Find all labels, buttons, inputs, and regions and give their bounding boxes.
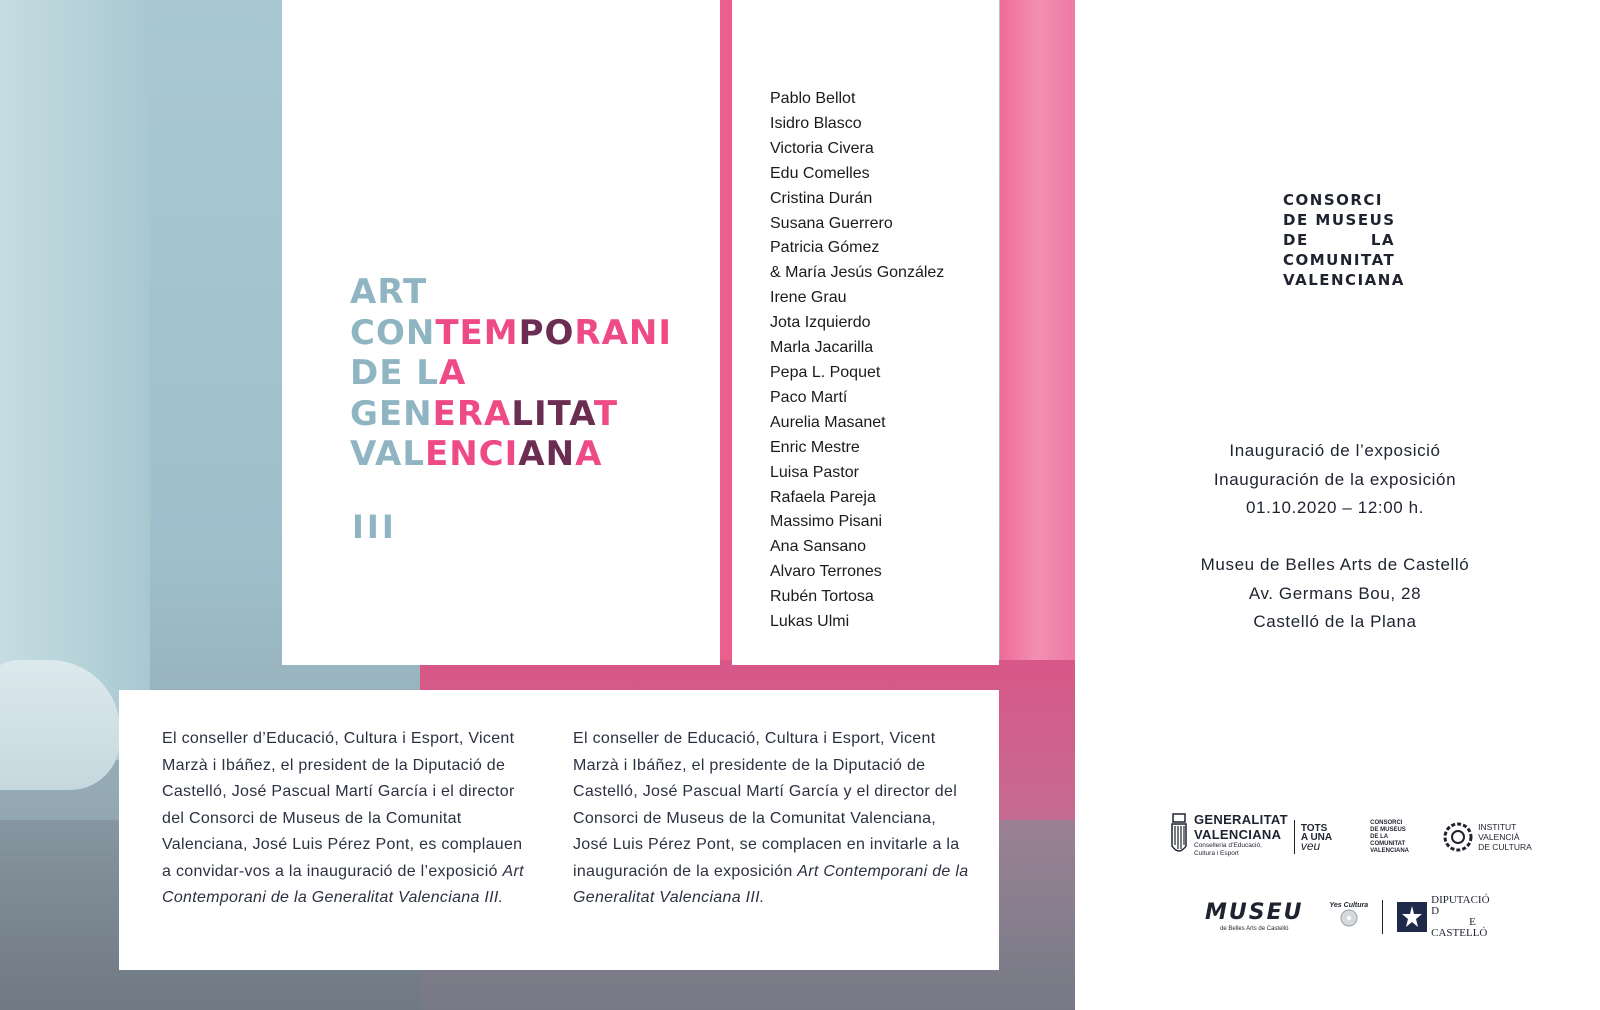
- consorci-logo-line: DE MUSEUS: [1283, 211, 1396, 229]
- venue-city: Castelló de la Plana: [1253, 612, 1417, 631]
- consorci-small-logo: [1370, 820, 1414, 855]
- title-segment: GEN: [350, 393, 433, 434]
- title-segment: DE L: [350, 353, 439, 393]
- invitation-body-valencian: El conseller d’Educació, Cultura i Esport, Vicent Marzà i Ibáñez, el president de la Diputació de Castelló, José Pascual Martí García i el director del Consorci de Museus de la Comunitat Valenciana, José Luis Pérez Pont, es complauen a convidar-vos a la inauguració de l’exposició: [162, 730, 523, 880]
- title-segment: RANI: [574, 312, 673, 353]
- title-segment: A: [575, 434, 603, 474]
- diputacio-line4: CASTELLÓ: [1431, 927, 1488, 939]
- exhibition-edition: III: [352, 508, 397, 546]
- artist-name: Luisa Pastor: [770, 463, 859, 481]
- generalitat-sub1: Conselleria d’Educació,: [1194, 842, 1262, 849]
- event-datetime: 01.10.2020 – 12:00 h.: [1245, 498, 1425, 517]
- title-line: [350, 394, 672, 435]
- invitation-exhibition-spanish: Art Contemporani de la Generalitat Valenciana III.: [573, 862, 969, 906]
- consorci-logo: [1283, 190, 1405, 290]
- artists-panel: [732, 0, 999, 665]
- invitation-text-valencian: [162, 726, 532, 912]
- tots-line1: TOTS: [1300, 822, 1328, 834]
- consorci-small-line: DE MUSEUS: [1370, 826, 1406, 833]
- venue-address: Av. Germans Bou, 28: [1248, 583, 1422, 603]
- consorci-small-line: CONSORCI: [1370, 819, 1403, 826]
- museu-logo-word: MUSEU: [1205, 900, 1304, 925]
- event-info: [1110, 437, 1560, 523]
- artists-list: [770, 87, 944, 635]
- ivc-logo: [1442, 821, 1532, 853]
- artist-name: Ana Sansano: [770, 538, 867, 556]
- title-segment: AN: [518, 434, 576, 474]
- sponsor-logos-row-2: [1205, 895, 1490, 939]
- cultura-logo: [1330, 902, 1369, 932]
- ivc-line: INSTITUT: [1478, 822, 1517, 832]
- title-segment: ENCI: [424, 434, 519, 474]
- artist-name: Rafaela Pareja: [770, 488, 876, 506]
- artist-name: Cristina Durán: [770, 189, 873, 207]
- artist-name: Isidro Blasco: [770, 114, 862, 132]
- title-segment: LITA: [511, 393, 594, 434]
- invitation-text-spanish: [573, 726, 973, 912]
- title-segment: T: [593, 393, 619, 434]
- title-segment: VAL: [350, 434, 425, 474]
- artist-name: Alvaro Terrones: [770, 563, 882, 581]
- consorci-logo-line: [1283, 230, 1395, 250]
- consorci-logo-word: DE: [1283, 231, 1309, 249]
- invitation-panel: [119, 690, 999, 970]
- artist-name: Enric Mestre: [770, 438, 860, 456]
- diputacio-logo: [1397, 895, 1489, 939]
- generalitat-line2: VALENCIANA: [1194, 827, 1282, 842]
- title-segment: CON: [350, 312, 436, 353]
- cultura-label: Yes Cultura: [1329, 902, 1369, 909]
- artist-name: Pepa L. Poquet: [770, 363, 881, 381]
- artist-name: Pablo Bellot: [770, 90, 856, 107]
- title-segment: A: [438, 353, 467, 393]
- museu-logo: [1205, 901, 1304, 933]
- background-column: [0, 0, 150, 760]
- consorci-logo-line: VALENCIANA: [1283, 271, 1405, 289]
- artist-name: & María Jesús González: [770, 264, 945, 282]
- artist-name: Patricia Gómez: [770, 239, 880, 257]
- artist-name: Edu Comelles: [770, 164, 870, 182]
- diputacio-line1: DIPUTACIÓ: [1431, 894, 1490, 906]
- title-line: [350, 434, 672, 475]
- tots-line2: A UNA: [1300, 831, 1333, 843]
- logo-divider: [1294, 820, 1295, 854]
- background-pink-wall: [1000, 0, 1075, 770]
- ivc-line: DE CULTURA: [1478, 842, 1532, 852]
- consorci-small-line: DE LA: [1370, 833, 1389, 840]
- tots-line3: veu: [1300, 838, 1321, 853]
- invitation-exhibition-valencian: Art Contemporani de la Generalitat Valenciana III.: [162, 862, 524, 906]
- artist-name: Massimo Pisani: [770, 513, 883, 531]
- title-segment: ART: [350, 272, 428, 312]
- sponsor-logos-row-1: [1170, 812, 1532, 862]
- event-title-valencian: Inauguració de l’exposició: [1229, 441, 1441, 460]
- generalitat-line1: GENERALITAT: [1194, 812, 1288, 827]
- consorci-logo-line: COMUNITAT: [1283, 251, 1396, 269]
- artist-name: Rubén Tortosa: [770, 588, 874, 606]
- title-panel: [282, 0, 720, 665]
- tots-a-una-veu-logo: [1301, 824, 1332, 851]
- title-segment: ERA: [432, 393, 512, 434]
- title-segment: TEM: [435, 312, 519, 353]
- invitation-body-spanish: El conseller de Educació, Cultura i Esport, Vicent Marzà i Ibáñez, el presidente de la Diputació de Castelló, José Pascual Martí García y el director del Consorci de Museus de la Comunitat Valenciana, José Luis Pérez Pont, se complacen en invitarle a la inauguración de la exposición: [573, 730, 960, 880]
- title-line: [350, 272, 672, 313]
- event-title-spanish: Inauguración de la exposición: [1213, 469, 1457, 489]
- cultura-cd-icon: [1338, 909, 1360, 927]
- diputacio-line2: D: [1431, 905, 1440, 917]
- consorci-small-line: VALENCIANA: [1370, 847, 1409, 854]
- ivc-circle-icon: [1442, 821, 1474, 853]
- artist-name: Aurelia Masanet: [770, 413, 886, 431]
- title-segment: PO: [518, 312, 575, 353]
- artist-name: Paco Martí: [770, 388, 848, 406]
- artist-name: Susana Guerrero: [770, 214, 893, 232]
- exhibition-title: [350, 272, 672, 475]
- diputacio-emblem-icon: [1397, 902, 1427, 932]
- generalitat-shield-icon: [1170, 812, 1188, 862]
- generalitat-sub2: Cultura i Esport: [1194, 850, 1239, 857]
- consorci-logo-word: LA: [1370, 231, 1395, 249]
- ivc-text: [1478, 822, 1532, 852]
- generalitat-logo: [1170, 812, 1288, 862]
- artist-name: Jota Izquierdo: [770, 314, 871, 332]
- title-line: [350, 313, 672, 354]
- logo-divider: [1382, 900, 1383, 934]
- artist-name: Lukas Ulmi: [770, 613, 850, 631]
- artist-name: Victoria Civera: [770, 139, 874, 157]
- venue-name: Museu de Belles Arts de Castelló: [1200, 555, 1470, 574]
- venue-info: [1110, 551, 1560, 637]
- diputacio-line3: E: [1469, 916, 1476, 928]
- title-line: [350, 353, 672, 394]
- museu-logo-sub: de Belles Arts de Castelló: [1220, 926, 1289, 932]
- ivc-line: VALENCIÀ: [1478, 832, 1520, 842]
- consorci-small-line: COMUNITAT: [1370, 840, 1406, 847]
- artist-name: Marla Jacarilla: [770, 339, 874, 357]
- consorci-logo-line: CONSORCI: [1283, 191, 1384, 209]
- artist-name: Irene Grau: [770, 289, 847, 307]
